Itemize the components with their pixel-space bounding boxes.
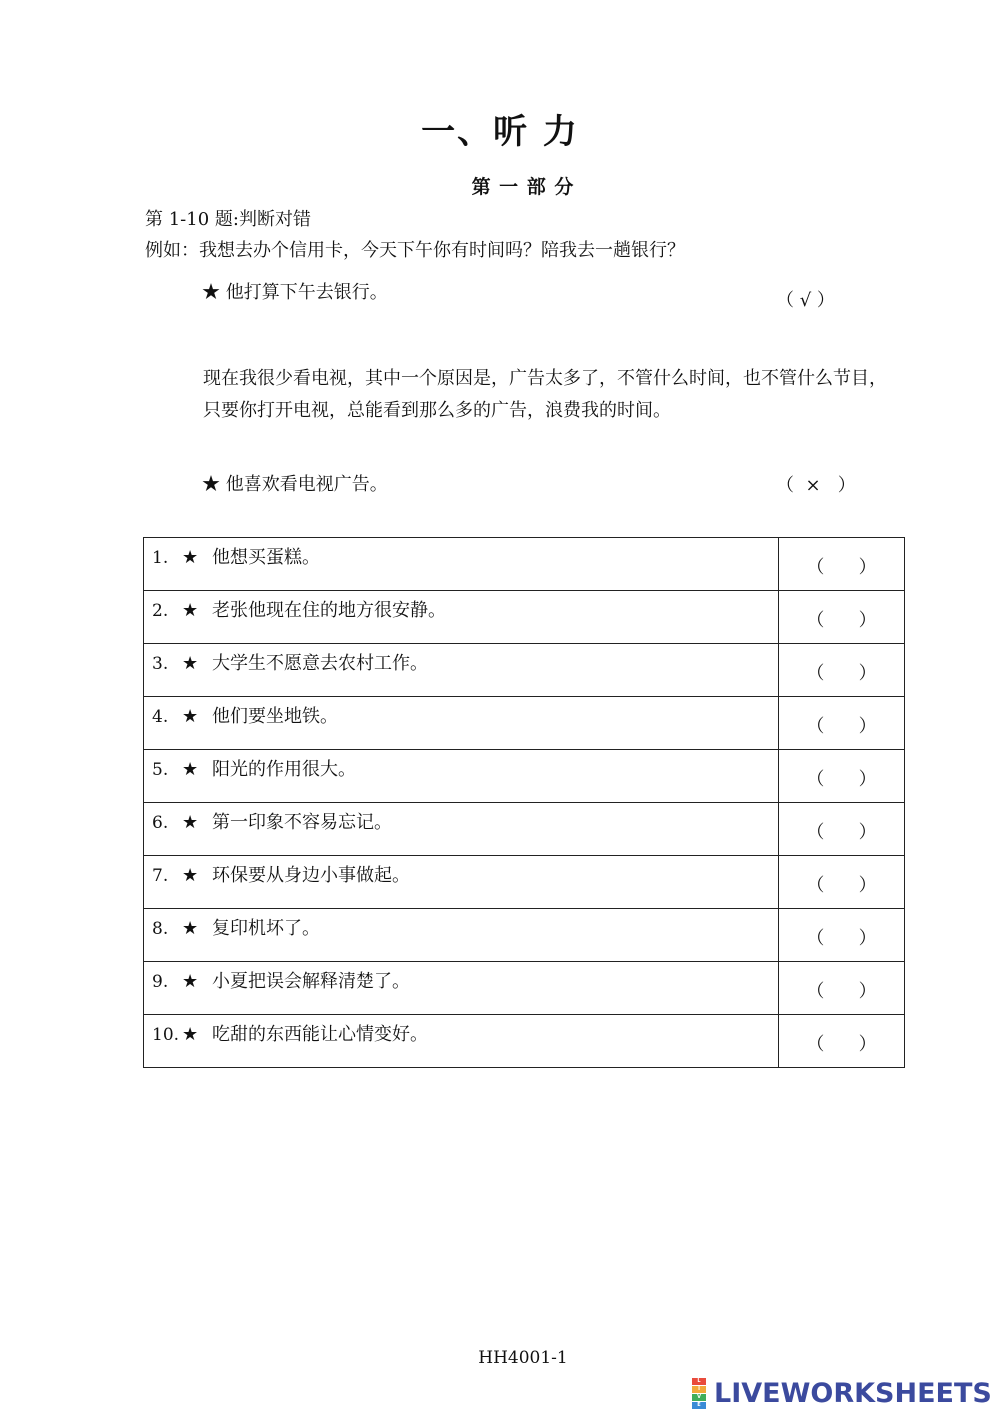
answer-blank[interactable]: （ ） xyxy=(779,591,905,644)
star-icon: ★ xyxy=(182,759,199,780)
question-text: 环保要从身边小事做起。 xyxy=(212,865,410,886)
question-row xyxy=(144,750,905,803)
question-text: 老张他现在住的地方很安静。 xyxy=(212,600,446,621)
example-answer-2: （ × ） xyxy=(776,475,856,496)
star-icon: ★ xyxy=(182,653,199,674)
star-icon: ★ xyxy=(182,547,199,568)
answer-blank[interactable]: （ ） xyxy=(779,909,905,962)
question-row xyxy=(144,909,905,962)
question-number: 7. xyxy=(152,866,169,886)
question-row xyxy=(144,644,905,697)
answer-blank[interactable]: （ ） xyxy=(779,1015,905,1068)
question-text: 他想买蛋糕。 xyxy=(212,547,320,568)
star-icon: ★ xyxy=(182,706,199,727)
answer-blank[interactable]: （ ） xyxy=(779,962,905,1015)
question-cell xyxy=(144,962,779,1015)
question-row xyxy=(144,591,905,644)
logo-block: L xyxy=(692,1378,706,1385)
example-answer-1: （ √ ） xyxy=(776,290,835,311)
question-number: 10. xyxy=(152,1025,180,1045)
question-number: 5. xyxy=(152,760,169,780)
question-text: 阳光的作用很大。 xyxy=(212,759,356,780)
question-cell xyxy=(144,803,779,856)
example-statement-2: ★ 他喜欢看电视广告。 xyxy=(202,474,388,495)
question-number: 1. xyxy=(152,548,169,568)
logo-block: V xyxy=(692,1394,706,1401)
liveworksheets-brand[interactable] xyxy=(692,1377,992,1409)
question-text: 第一印象不容易忘记。 xyxy=(212,812,392,833)
star-icon: ★ xyxy=(182,918,199,939)
question-cell xyxy=(144,538,779,591)
question-text: 大学生不愿意去农村工作。 xyxy=(212,653,428,674)
example-statement-1: ★ 他打算下午去银行。 xyxy=(202,282,388,303)
question-cell xyxy=(144,1015,779,1068)
star-icon: ★ xyxy=(182,865,199,886)
question-text: 复印机坏了。 xyxy=(212,918,320,939)
logo-block: E xyxy=(692,1402,706,1409)
question-number: 6. xyxy=(152,813,169,833)
question-text: 他们要坐地铁。 xyxy=(212,706,338,727)
answer-blank[interactable]: （ ） xyxy=(779,750,905,803)
answer-blank[interactable]: （ ） xyxy=(779,803,905,856)
question-row xyxy=(144,803,905,856)
question-table xyxy=(143,537,905,1068)
question-text: 小夏把误会解释清楚了。 xyxy=(212,971,410,992)
example-passage: 现在我很少看电视，其中一个原因是，广告太多了，不管什么时间，也不管什么节目，只要你打开电视，总能看到那么多的广告，浪费我的时间。 xyxy=(203,368,887,421)
question-row xyxy=(144,1015,905,1068)
answer-blank[interactable]: （ ） xyxy=(779,644,905,697)
question-row xyxy=(144,856,905,909)
page-title: 一、听 力 xyxy=(421,112,579,152)
answer-blank[interactable]: （ ） xyxy=(779,856,905,909)
answer-blank[interactable]: （ ） xyxy=(779,697,905,750)
question-cell xyxy=(144,591,779,644)
star-icon: ★ xyxy=(182,971,199,992)
section-subtitle: 第 一 部 分 xyxy=(471,176,575,198)
star-icon: ★ xyxy=(182,1024,199,1045)
liveworksheets-logo-icon xyxy=(692,1377,712,1409)
question-number: 2. xyxy=(152,601,169,621)
brand-text: LIVEWORKSHEETS xyxy=(714,1377,992,1409)
question-cell xyxy=(144,750,779,803)
question-cell xyxy=(144,909,779,962)
question-number: 4. xyxy=(152,707,169,727)
page-code: HH4001-1 xyxy=(478,1348,568,1368)
star-icon: ★ xyxy=(182,600,199,621)
question-cell xyxy=(144,644,779,697)
question-row xyxy=(144,697,905,750)
answer-blank[interactable]: （ ） xyxy=(779,538,905,591)
question-cell xyxy=(144,856,779,909)
question-text: 吃甜的东西能让心情变好。 xyxy=(212,1024,428,1045)
question-number: 9. xyxy=(152,972,169,992)
question-cell xyxy=(144,697,779,750)
question-row xyxy=(144,962,905,1015)
question-number: 3. xyxy=(152,654,169,674)
star-icon: ★ xyxy=(182,812,199,833)
question-row xyxy=(144,538,905,591)
question-number: 8. xyxy=(152,919,169,939)
example-prompt: 例如：我想去办个信用卡，今天下午你有时间吗？陪我去一趟银行？ xyxy=(145,240,685,261)
logo-block: I xyxy=(692,1386,706,1393)
instructions: 第 1-10 题:判断对错 xyxy=(145,209,311,230)
